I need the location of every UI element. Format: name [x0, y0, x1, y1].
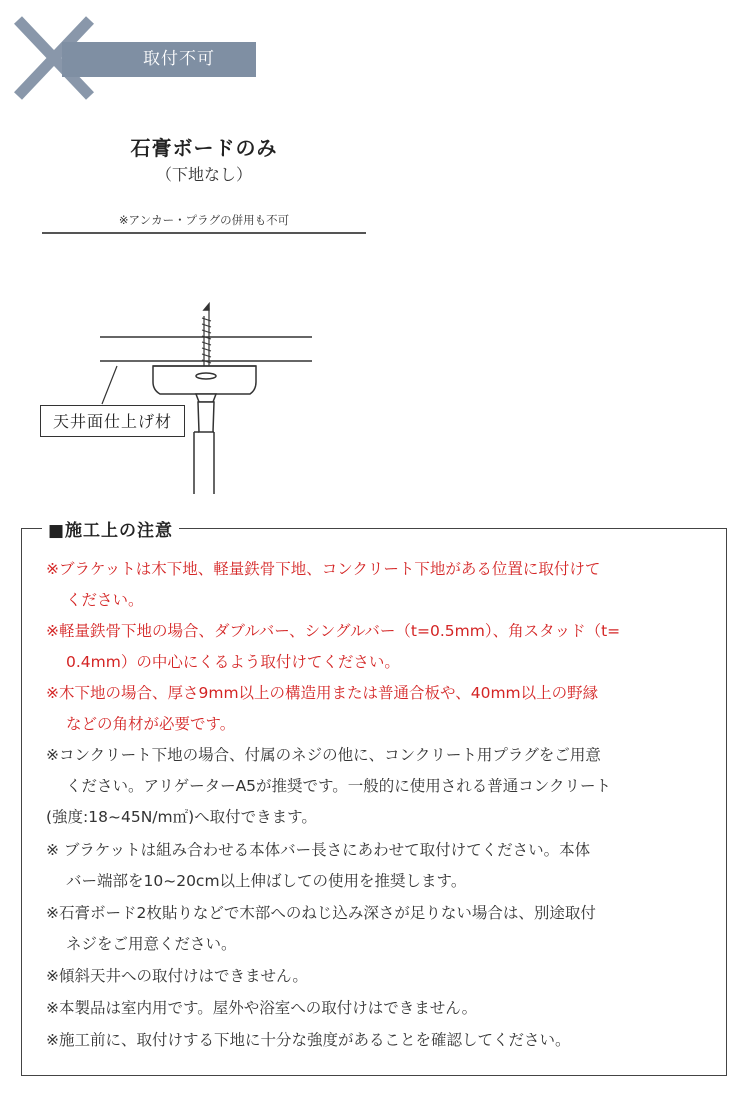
note-line: バー端部を10~20cm以上伸ばしての使用を推奨します。 — [66, 872, 467, 890]
note-line: ください。 — [66, 591, 144, 609]
note-line: ください。アリゲーターA5が推奨です。一般的に使用される普通コンクリート — [66, 777, 611, 795]
page-title: 石膏ボードのみ — [130, 136, 278, 160]
notes-heading: ■施工上の注意 — [42, 516, 179, 541]
note-item — [46, 835, 706, 897]
note-line: ※木下地の場合、厚さ9mm以上の構造用または普通合板や、40mm以上の野縁 — [46, 684, 599, 702]
note-item — [46, 678, 706, 740]
note-line: ※ブラケットは木下地、軽量鉄骨下地、コンクリート下地がある位置に取付けて — [46, 560, 601, 578]
bracket-neck — [196, 394, 216, 402]
label-leader-line — [102, 366, 117, 404]
badge-label: 取付不可 — [143, 49, 215, 69]
note-item — [46, 1025, 706, 1056]
divider — [42, 232, 366, 234]
note-line: ※施工前に、取付けする下地に十分な強度があることを確認してください。 — [46, 1031, 571, 1049]
note-line: ※本製品は室内用です。屋外や浴室への取付けはできません。 — [46, 999, 478, 1017]
note-line: ※コンクリート下地の場合、付属のネジの他に、コンクリート用プラグをご用意 — [46, 746, 601, 764]
note-line: ※傾斜天井への取付けはできません。 — [46, 967, 308, 985]
ceiling-mount-diagram — [30, 300, 330, 500]
note-line: ※石膏ボード2枚貼りなどで木部へのねじ込み深さが足りない場合は、別途取付 — [46, 904, 596, 922]
note-item — [46, 961, 706, 992]
note-line: ネジをご用意ください。 — [66, 935, 237, 953]
bracket-body — [153, 366, 256, 394]
bracket-tube — [198, 402, 214, 432]
note-line: ※ ブラケットは組み合わせる本体バー長さにあわせて取付けてください。本体 — [46, 841, 591, 859]
note-item — [46, 898, 706, 960]
ceiling-finish-label: 天井面仕上げ材 — [40, 405, 185, 437]
note-item — [46, 993, 706, 1024]
anchor-caveat: ※アンカー・プラグの併用も不可 — [118, 213, 290, 227]
note-line: などの角材が必要です。 — [66, 715, 236, 733]
note-item — [46, 616, 706, 678]
note-item — [46, 554, 706, 616]
note-item — [46, 740, 706, 833]
page-subtitle: （下地なし） — [155, 165, 252, 184]
note-line: (強度:18~45N/m㎡)へ取付できます。 — [46, 808, 317, 826]
note-line: ※軽量鉄骨下地の場合、ダブルバー、シングルバー（t=0.5mm）、角スタッド（t= — [46, 622, 621, 640]
note-line: 0.4mm）の中心にくるよう取付けてください。 — [66, 653, 400, 671]
